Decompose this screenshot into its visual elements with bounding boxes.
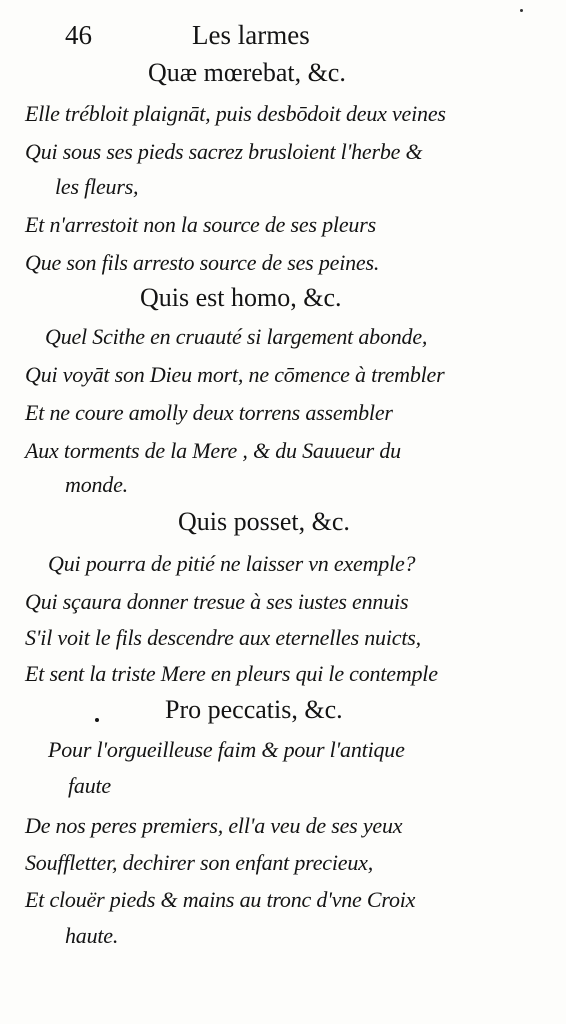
verse-line: Et sent la triste Mere en pleurs qui le contemple xyxy=(25,661,438,686)
verse-line: Qui voyāt son Dieu mort, ne cōmence à trembler xyxy=(25,362,445,387)
verse-line: Qui pourra de pitié ne laisser vn exemple? xyxy=(48,551,416,576)
page-number: 46 xyxy=(65,20,92,50)
verse-line: Et clouër pieds & mains au tronc d'vne Croix xyxy=(25,887,416,912)
verse-line: Et ne coure amolly deux torrens assembler xyxy=(25,400,393,425)
verse-line: Que son fils arresto source de ses peines. xyxy=(25,250,380,275)
verse-line: De nos peres premiers, ell'a veu de ses yeux xyxy=(25,813,403,838)
verse-line: S'il voit le fils descendre aux eternelles nuicts, xyxy=(25,625,421,650)
verse-line: faute xyxy=(68,773,111,798)
verse-line: Aux torments de la Mere , & du Sauueur du xyxy=(25,438,401,463)
verse-line: haute. xyxy=(65,923,119,948)
verse-line: Qui sçaura donner tresue à ses iustes ennuis xyxy=(25,589,409,614)
verse-line: Quel Scithe en cruauté si largement abonde, xyxy=(45,324,428,349)
verse-line: Et n'arrestoit non la source de ses pleurs xyxy=(25,212,376,237)
section-heading: Quis est homo, &c. xyxy=(140,283,342,312)
section-heading: Quæ mœrebat, &c. xyxy=(148,58,346,87)
verse-line: Elle trébloit plaignāt, puis desbōdoit deux veines xyxy=(25,101,446,126)
ink-speck xyxy=(95,718,99,722)
ink-speck xyxy=(520,9,523,12)
verse-line: Souffletter, dechirer son enfant precieux, xyxy=(25,850,373,875)
verse-line: les fleurs, xyxy=(55,174,139,199)
section-heading: Pro peccatis, &c. xyxy=(165,695,343,724)
verse-line: Qui sous ses pieds sacrez brusloient l'herbe & xyxy=(25,139,423,164)
running-title: Les larmes xyxy=(192,20,310,50)
section-heading: Quis posset, &c. xyxy=(178,507,350,536)
verse-line: Pour l'orgueilleuse faim & pour l'antique xyxy=(48,737,405,762)
verse-line: monde. xyxy=(65,472,128,497)
